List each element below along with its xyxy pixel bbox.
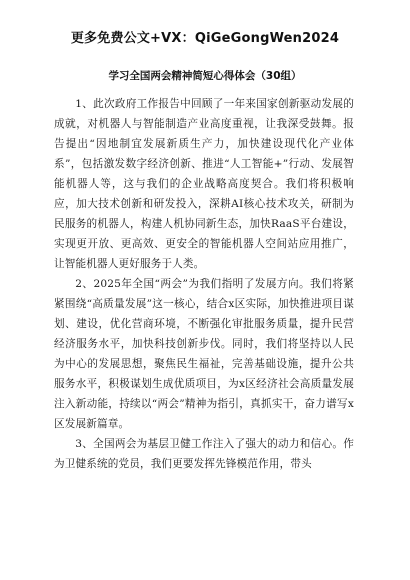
promo-banner: 更多免费公文+VX：QiGeGongWen2024 [70,31,340,46]
paragraph-1: 1、此次政府工作报告中回顾了一年来国家创新驱动发展的成就，对机器人与智能制造产业高度重视，让我深受鼓舞。报告提出“因地制宜发展新质生产力，加快建设现代化产业体系”，包括激发数字经济创新、推进“人工智能+”行动、发展智能机器人等，这与我们的企业战略高度契合。我们将积极响应，加大技术创新和研发投入，深耕AI核心技术攻关，研制为民服务的机器人，构建人机协同新生态，加快RaaS平台建设，实现更开放、更高效、更安全的智能机器人空间站应用推广，让智能机器人更好服务于人类。 [54,98,354,270]
paragraph-3: 3、全国两会为基层卫健工作注入了强大的动力和信心。作为卫健系统的党员，我们更要发挥先锋模范作用，带头 [54,438,354,470]
paragraph-2: 2、2025年全国“两会”为我们指明了发展方向。我们将紧紧围绕“高质量发展”这一核心，结合x区实际，加快推进项目谋划、建设，优化营商环境，不断强化审批服务质量，提升民营经济服务水平，加快科技创新步伐。同时，我们将坚持以人民为中心的发展思想，聚焦民生福祉，完善基础设施，提升公共服务水平，积极谋划生成优质项目，为x区经济社会高质量发展注入新动能，持续以“两会”精神为指引，真抓实干，奋力谱写x区发展新篇章。 [54,278,354,430]
document-body [54,94,354,474]
document-title: 学习全国两会精神简短心得体会（30组） [108,70,302,82]
